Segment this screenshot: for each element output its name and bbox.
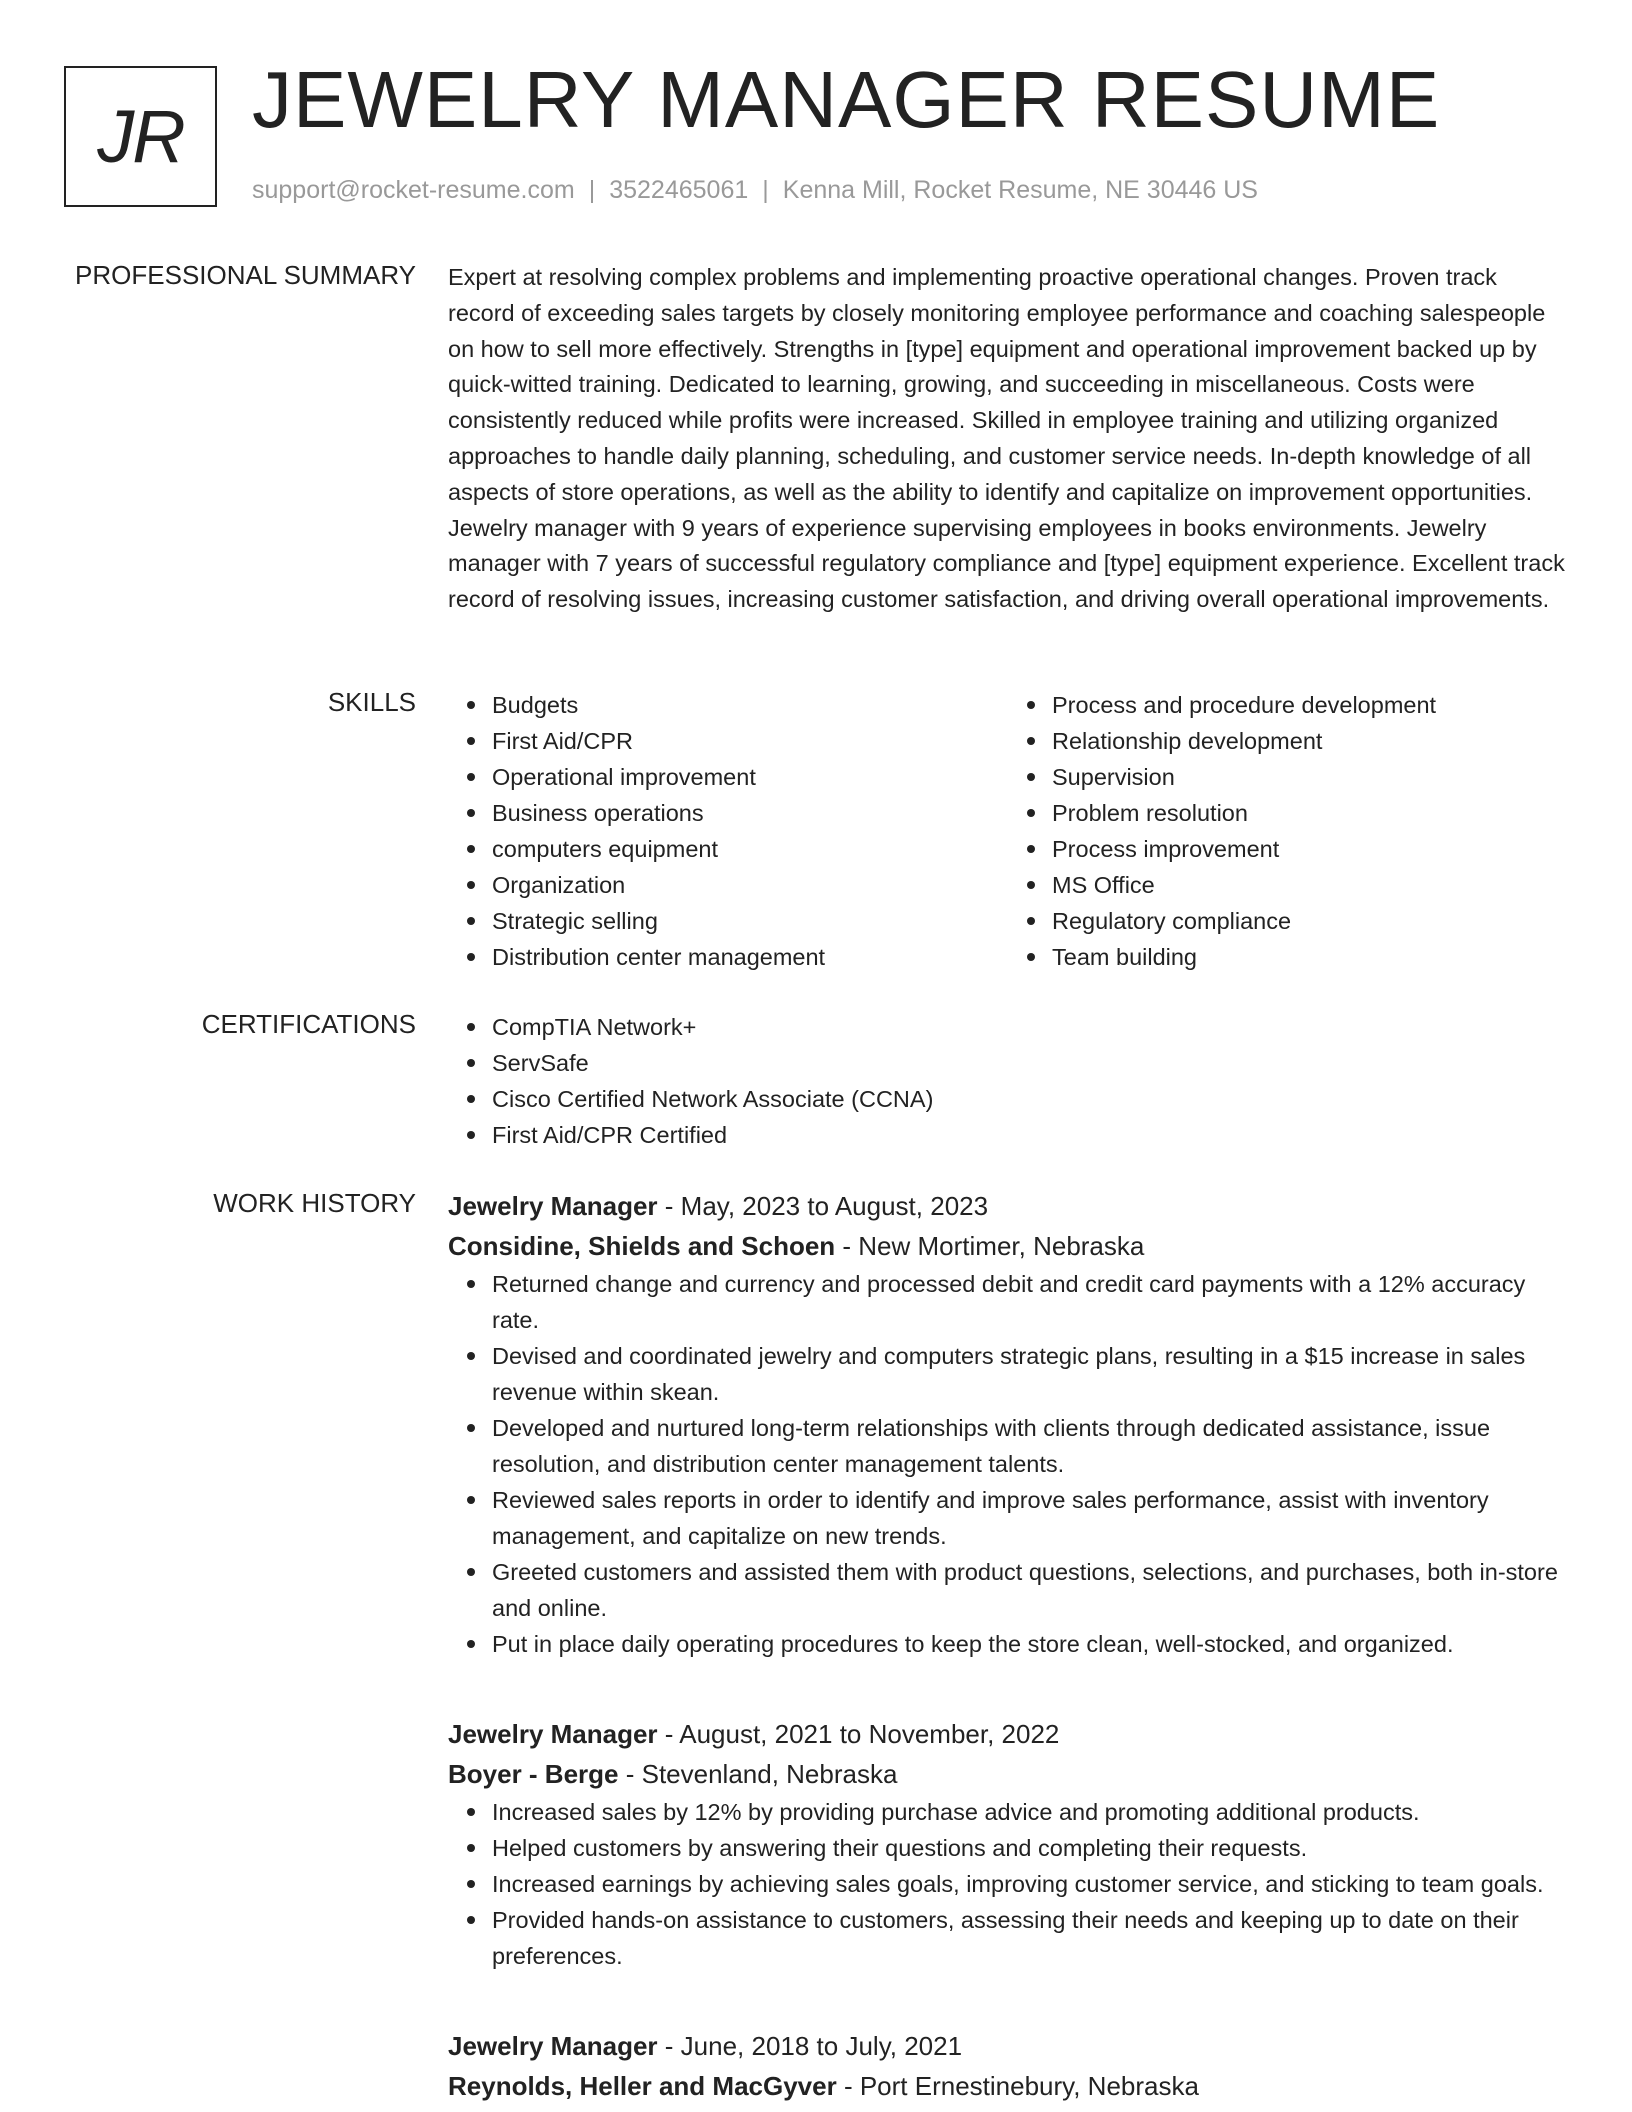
resume-title: JEWELRY MANAGER RESUME	[252, 55, 1441, 144]
certification-item: Cisco Certified Network Associate (CCNA)	[492, 1081, 1568, 1117]
job-location: - Stevenland, Nebraska	[618, 1759, 898, 1789]
job-entry	[448, 1714, 1568, 1974]
certifications-list	[448, 1009, 1568, 1153]
certification-item: ServSafe	[492, 1045, 1568, 1081]
job-location: - Port Ernestinebury, Nebraska	[836, 2071, 1199, 2101]
summary-text: Expert at resolving complex problems and implementing proactive operational changes. Proven track record of exceeding sales targets by closely monitoring employee performance and coaching salespeople on how to sell more effectively. Strengths in [type] equipment and operational improvement backed up by quick-witted training. Dedicated to learning, growing, and succeeding in miscellaneous. Costs were consistently reduced while profits were increased. Skilled in employee training and utilizing organized approaches to handle daily planning, scheduling, and customer service needs. In-depth knowledge of all aspects of store operations, as well as the ability to identify and capitalize on improvement opportunities. Jewelry manager with 9 years of experience supervising employees in books environments. Jewelry manager with 7 years of successful regulatory compliance and [type] equipment experience. Excellent track record of resolving issues, increasing customer satisfaction, and driving overall operational improvements.	[448, 264, 1565, 613]
skill-item: Process improvement	[1052, 831, 1568, 867]
skill-item: Regulatory compliance	[1052, 903, 1568, 939]
work-body	[448, 1186, 1568, 2106]
skill-item: Strategic selling	[492, 903, 1008, 939]
job-bullet: Reviewed sales reports in order to identify and improve sales performance, assist with inventory management, and capitalize on new trends.	[492, 1482, 1568, 1554]
job-bullet: Put in place daily operating procedures to keep the store clean, well-stocked, and organized.	[492, 1626, 1568, 1662]
job-location: - New Mortimer, Nebraska	[835, 1231, 1145, 1261]
contact-address: Kenna Mill, Rocket Resume, NE 30446 US	[782, 176, 1258, 204]
certification-item: CompTIA Network+	[492, 1009, 1568, 1045]
job-title-line	[448, 1714, 1568, 1754]
certifications-body	[448, 1009, 1568, 1153]
certifications-label: CERTIFICATIONS	[201, 1009, 416, 1039]
initials-text: JR	[97, 95, 184, 178]
work-label: WORK HISTORY	[213, 1188, 416, 1218]
job-bullets	[448, 1266, 1568, 1662]
skill-item: Budgets	[492, 687, 1008, 723]
skills-list-left	[448, 687, 1008, 975]
certification-item: First Aid/CPR Certified	[492, 1117, 1568, 1153]
contact-phone: 3522465061	[609, 176, 749, 204]
job-company: Considine, Shields and Schoen	[448, 1231, 836, 1261]
job-entry	[448, 1186, 1568, 1662]
job-company-line	[448, 1226, 1568, 1266]
skill-item: Organization	[492, 867, 1008, 903]
job-bullet: Provided hands-on assistance to customers, assessing their needs and keeping up to date on their preferences.	[492, 1902, 1568, 1974]
job-title: Jewelry Manager	[448, 2031, 658, 2061]
skill-item: MS Office	[1052, 867, 1568, 903]
job-bullet: Increased sales by 12% by providing purchase advice and promoting additional products.	[492, 1794, 1568, 1830]
skill-item: First Aid/CPR	[492, 723, 1008, 759]
skill-item: Process and procedure development	[1052, 687, 1568, 723]
job-bullet: Developed and nurtured long-term relationships with clients through dedicated assistance, issue resolution, and distribution center management talents.	[492, 1410, 1568, 1482]
job-bullet: Devised and coordinated jewelry and computers strategic plans, resulting in a $15 increase in sales revenue within skean.	[492, 1338, 1568, 1410]
summary-label: PROFESSIONAL SUMMARY	[75, 260, 416, 290]
job-dates: - May, 2023 to August, 2023	[657, 1191, 989, 1221]
job-title-line	[448, 2026, 1568, 2066]
skill-item: Business operations	[492, 795, 1008, 831]
skills-list-right	[1008, 687, 1568, 975]
job-bullet: Increased earnings by achieving sales goals, improving customer service, and sticking to team goals.	[492, 1866, 1568, 1902]
contact-email: support@rocket-resume.com	[252, 176, 575, 204]
job-title-line	[448, 1186, 1568, 1226]
job-dates: - June, 2018 to July, 2021	[657, 2031, 963, 2061]
skill-item: computers equipment	[492, 831, 1008, 867]
job-title: Jewelry Manager	[448, 1719, 658, 1749]
job-entry	[448, 2026, 1568, 2106]
skill-item: Relationship development	[1052, 723, 1568, 759]
initials-monogram	[64, 66, 217, 207]
job-company: Reynolds, Heller and MacGyver	[448, 2071, 837, 2101]
contact-line	[252, 176, 1258, 205]
skill-item: Operational improvement	[492, 759, 1008, 795]
skill-item: Team building	[1052, 939, 1568, 975]
skill-item: Supervision	[1052, 759, 1568, 795]
job-company: Boyer - Berge	[448, 1759, 619, 1789]
contact-separator: |	[588, 176, 596, 204]
skills-label: SKILLS	[327, 687, 416, 717]
job-bullets	[448, 1794, 1568, 1974]
job-title: Jewelry Manager	[448, 1191, 658, 1221]
skill-item: Problem resolution	[1052, 795, 1568, 831]
job-bullet: Helped customers by answering their questions and completing their requests.	[492, 1830, 1568, 1866]
job-bullet: Returned change and currency and processed debit and credit card payments with a 12% accuracy rate.	[492, 1266, 1568, 1338]
skill-item: Distribution center management	[492, 939, 1008, 975]
job-company-line	[448, 1754, 1568, 1794]
job-dates: - August, 2021 to November, 2022	[657, 1719, 1060, 1749]
skills-columns	[448, 687, 1568, 975]
contact-separator: |	[762, 176, 769, 204]
job-company-line	[448, 2066, 1568, 2106]
job-bullet: Greeted customers and assisted them with product questions, selections, and purchases, both in-store and online.	[492, 1554, 1568, 1626]
